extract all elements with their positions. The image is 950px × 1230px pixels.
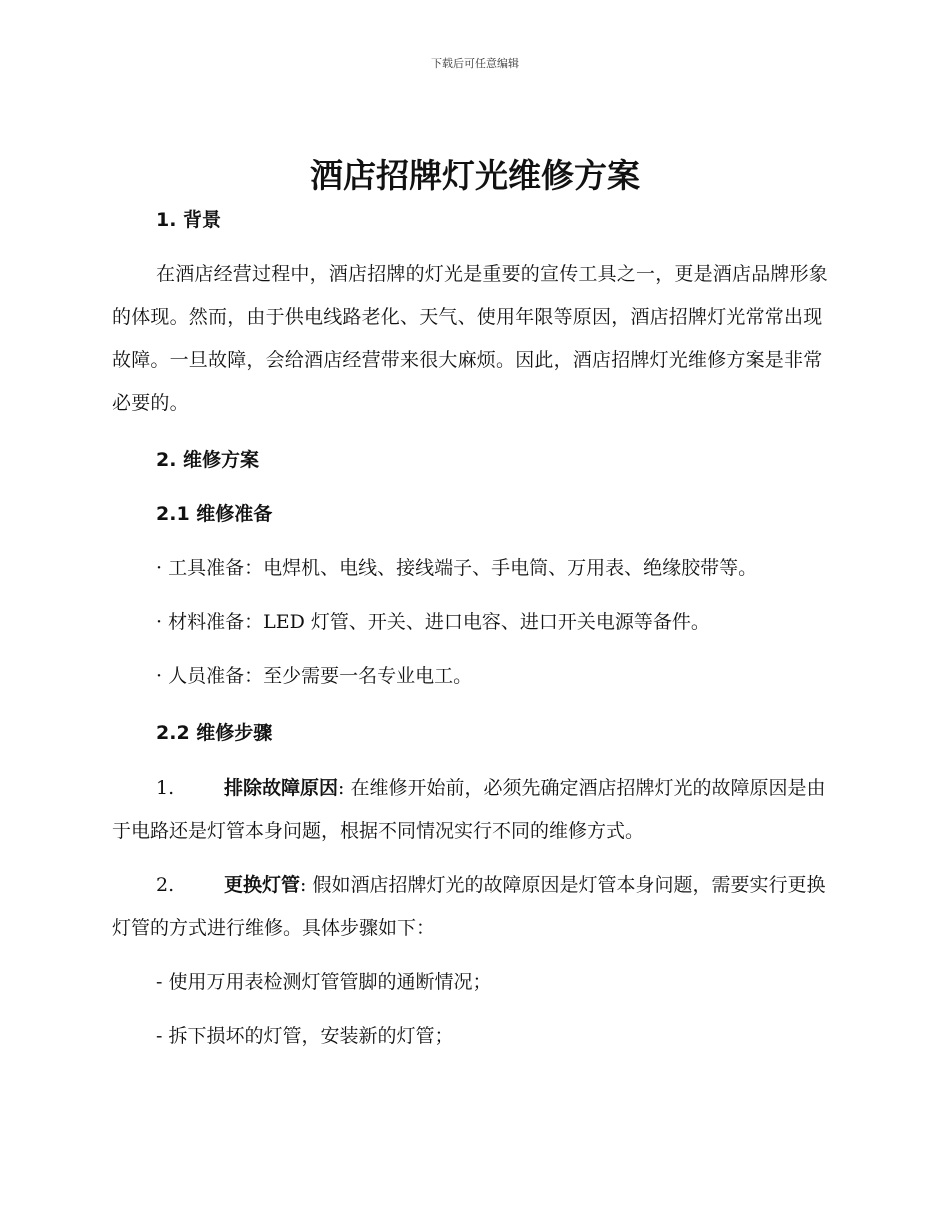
prep-item-tools: · 工具准备：电焊机、电线、接线端子、手电筒、万用表、绝缘胶带等。 <box>156 557 758 579</box>
section-heading-background: 1. 背景 <box>156 209 222 231</box>
step-title: 排除故障原因 <box>224 777 339 799</box>
header-note: 下载后可任意编辑 <box>431 57 519 70</box>
prep-item-materials: · 材料准备：LED 灯管、开关、进口电容、进口开关电源等备件。 <box>156 611 710 633</box>
section-heading-prep: 2.1 维修准备 <box>156 503 273 525</box>
section-heading-steps: 2.2 维修步骤 <box>156 722 273 744</box>
sub-step-1: - 使用万用表检测灯管管脚的通断情况； <box>156 971 492 993</box>
step-number: 1. <box>156 777 175 799</box>
step-title: 更换灯管 <box>224 874 301 896</box>
page-title: 酒店招牌灯光维修方案 <box>310 156 640 195</box>
prep-item-staff: · 人员准备：至少需要一名专业电工。 <box>156 665 473 687</box>
step-item-1 <box>112 767 832 853</box>
step-item-2 <box>112 864 832 950</box>
step-text: : 在维修开始前，必须先确定酒店招牌灯光的故障原因是由于电路还是灯管本身问题，根据不同情况实行不同的维修方式。 <box>112 777 826 842</box>
step-text: : 假如酒店招牌灯光的故障原因是灯管本身问题，需要实行更换灯管的方式进行维修。具体步骤如下： <box>112 874 826 939</box>
step-number: 2. <box>156 874 175 896</box>
document-body <box>112 205 832 1058</box>
sub-step-2: - 拆下损坏的灯管，安装新的灯管； <box>156 1025 454 1047</box>
section-heading-plan: 2. 维修方案 <box>156 449 260 471</box>
paragraph-background: 在酒店经营过程中，酒店招牌的灯光是重要的宣传工具之一，更是酒店品牌形象的体现。然而，由于供电线路老化、天气、使用年限等原因，酒店招牌灯光常常出现故障。一旦故障，会给酒店经营带来很大麻烦。因此，酒店招牌灯光维修方案是非常必要的。 <box>112 263 829 414</box>
